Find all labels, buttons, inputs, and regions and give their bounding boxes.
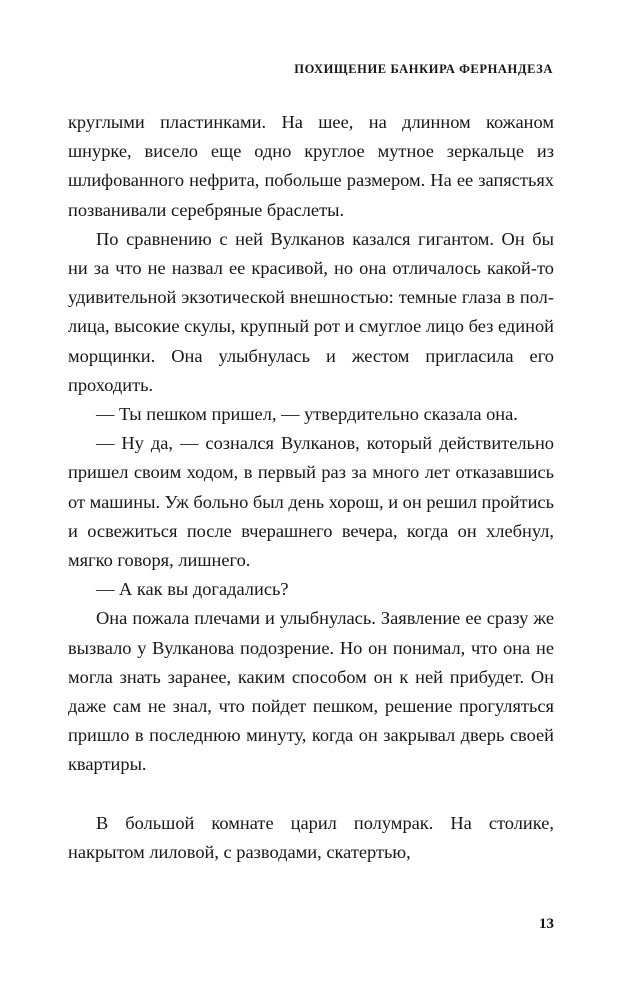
paragraph: — Ты пешком пришел, — утвердительно сказала она. — [96, 404, 518, 425]
running-head: ПОХИЩЕНИЕ БАНКИРА ФЕРНАНДЕЗА — [294, 62, 553, 76]
body-text — [68, 108, 554, 867]
paragraph: В большой комнате царил полумрак. На столике, накрытом лиловой, с разводами, скатертью, — [68, 812, 554, 862]
paragraph: Она пожала плечами и улыбнулась. Заявление ее сразу же вызвало у Вулканова подозрение. Но он понимал, что она не могла знать заранее, каким способом он к ней прибудет. Он даже сам не знал, что пойдет пешком, решение прогуляться пришло в последнюю минуту, когда он закрывал дверь своей квартиры. — [68, 608, 554, 775]
paragraph: — А как вы догадались? — [96, 579, 289, 600]
paragraph: круглыми пластинками. На шее, на длинном кожаном шнурке, висело еще одно круглое мутное зеркальце из шлифованного нефрита, побольше размером. На ее запястьях позванивали серебряные браслеты. — [68, 112, 554, 220]
page-number: 13 — [539, 916, 554, 932]
paragraph: По сравнению с ней Вулканов казался гигантом. Он бы ни за что не назвал ее красивой, но она отличалось какой-то удивительной экзотической внешностью: темные глаза в пол-лица, высокие скулы, крупный рот и смуглое лицо без единой морщинки. Она улыбнулась и жестом пригласила его проходить. — [68, 228, 554, 395]
paragraph: — Ну да, — сознался Вулканов, который действительно пришел своим ходом, в первый раз за много лет отказавшись от машины. Уж больно был день хорош, и он решил пройтись и освежиться после вчерашнего вечера, когда он хлебнул, мягко говоря, лишнего. — [68, 433, 554, 571]
